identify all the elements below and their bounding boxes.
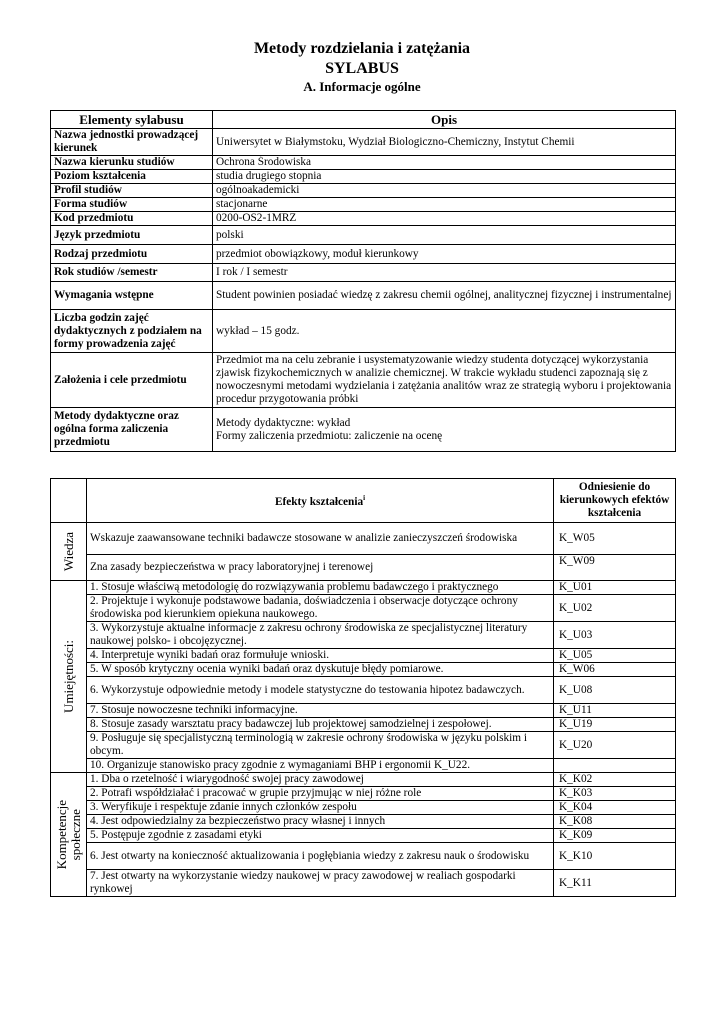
table-row [51,677,676,704]
footnote-marker: i [363,494,366,503]
effects-header-row [51,479,676,523]
info-value: wykład – 15 godz. [213,310,676,353]
effects-table [50,478,676,897]
info-row [51,310,676,353]
col-ref-header: Odniesienie do kierunkowych efektów kształcenia [554,479,676,523]
table-row [51,555,676,581]
info-row [51,129,676,156]
info-row [51,184,676,198]
table-row [51,718,676,732]
effect-code: K_K02 [554,773,676,787]
table-row [51,523,676,555]
info-label: Założenia i cele przedmiotu [51,353,213,408]
info-table [50,110,676,452]
effect-code [554,759,676,773]
info-label: Metody dydaktyczne oraz ogólna forma zaliczenia przedmiotu [51,408,213,452]
effect-code: K_U19 [554,718,676,732]
table-row [51,829,676,843]
effect-code: K_W05 [554,523,676,555]
info-label: Język przedmiotu [51,226,213,245]
category-label: Wiedza [60,531,76,572]
info-header-row [51,111,676,129]
info-value: I rok / I semestr [213,264,676,282]
info-value: przedmiot obowiązkowy, moduł kierunkowy [213,245,676,264]
effect-text: 3. Weryfikuje i respektuje zdanie innych członków zespołu [87,801,554,815]
info-value: 0200-OS2-1MRZ [213,212,676,226]
info-value [213,408,676,452]
effect-code: K_W06 [554,663,676,677]
info-label: Kod przedmiotu [51,212,213,226]
info-row [51,245,676,264]
effect-code: K_U08 [554,677,676,704]
table-row [51,773,676,787]
effect-code: K_K08 [554,815,676,829]
info-value: studia drugiego stopnia [213,170,676,184]
info-value: polski [213,226,676,245]
effect-text: 1. Dba o rzetelność i wiarygodność swojej pracy zawodowej [87,773,554,787]
info-label: Nazwa kierunku studiów [51,156,213,170]
category-label-line1: Kompetencje [53,799,69,870]
info-row [51,264,676,282]
effect-text: 10. Organizuje stanowisko pracy zgodnie z wymaganiami BHP i ergonomii K_U22. [87,759,554,773]
table-row [51,595,676,622]
effect-text: 5. Postępuje zgodnie z zasadami etyki [87,829,554,843]
effect-code: K_K03 [554,787,676,801]
table-row [51,801,676,815]
effect-code: K_K04 [554,801,676,815]
table-row [51,870,676,897]
info-label: Profil studiów [51,184,213,198]
info-label: Rok studiów /semestr [51,264,213,282]
col-desc-header: Opis [213,111,676,129]
col-effects-header [87,479,554,523]
table-row [51,663,676,677]
effect-code: K_K10 [554,843,676,870]
info-value: Student powinien posiadać wiedzę z zakresu chemii ogólnej, analitycznej fizycznej i instrumentalnej [213,282,676,310]
col-effects-label: Efekty kształcenia [274,495,364,508]
info-row [51,226,676,245]
table-row [51,622,676,649]
effect-code: K_U11 [554,704,676,718]
category-header [51,479,87,523]
effect-code: K_W09 [554,555,676,581]
info-value: ogólnoakademicki [213,184,676,198]
info-row [51,282,676,310]
effect-text: 9. Posługuje się specjalistyczną terminologią w zakresie ochrony środowiska w języku polskim i obcym. [87,732,554,759]
table-row [51,815,676,829]
info-label: Rodzaj przedmiotu [51,245,213,264]
info-value-line: Metody dydaktyczne: wykład [216,416,351,429]
info-row [51,408,676,452]
info-row [51,170,676,184]
effect-code: K_U02 [554,595,676,622]
effect-code: K_K11 [554,870,676,897]
table-row [51,581,676,595]
info-label: Wymagania wstępne [51,282,213,310]
category-umiejetnosci [51,581,87,773]
effect-text: 4. Interpretuje wyniki badań oraz formułuje wnioski. [87,649,554,663]
info-label: Liczba godzin zajęć dydaktycznych z podziałem na formy prowadzenia zajęć [51,310,213,353]
info-value: Uniwersytet w Białymstoku, Wydział Biologiczno-Chemiczny, Instytut Chemii [213,129,676,156]
effect-code: K_U05 [554,649,676,663]
section-heading: A. Informacje ogólne [303,79,421,94]
effect-text: 8. Stosuje zasady warsztatu pracy badawczej lub projektowej samodzielnej i zespołowej. [87,718,554,732]
category-wiedza [51,523,87,581]
category-label-line2: społeczne [67,808,83,861]
table-row [51,649,676,663]
effect-text: 7. Jest otwarty na wykorzystanie wiedzy naukowej w pracy zawodowej w realiach gospodarki rynkowej [87,870,554,897]
table-row [51,787,676,801]
category-label [55,800,83,869]
info-label: Forma studiów [51,198,213,212]
info-value-line: Formy zaliczenia przedmiotu: zaliczenie na ocenę [216,429,443,442]
effect-code: K_U20 [554,732,676,759]
effect-text: 4. Jest odpowiedzialny za bezpieczeństwo pracy własnej i innych [87,815,554,829]
info-value: stacjonarne [213,198,676,212]
effect-text: 5. W sposób krytyczny ocenia wyniki badań oraz dyskutuje błędy pomiarowe. [87,663,554,677]
table-row [51,759,676,773]
document-subtitle: SYLABUS [325,60,399,77]
category-label: Umiejętności: [60,640,76,713]
effect-code: K_K09 [554,829,676,843]
effect-text: 6. Jest otwarty na konieczność aktualizowania i pogłębiania wiedzy z zakresu nauk o środowisku [87,843,554,870]
effect-text: 3. Wykorzystuje aktualne informacje z zakresu ochrony środowiska ze specjalistycznej literatury naukowej polsko- i obcojęzycznej. [87,622,554,649]
effect-code: K_U01 [554,581,676,595]
info-row [51,353,676,408]
effect-text: Zna zasady bezpieczeństwa w pracy laboratoryjnej i terenowej [87,555,554,581]
effect-text: 1. Stosuje właściwą metodologię do rozwiązywania problemu badawczego i praktycznego [87,581,554,595]
effect-text: 7. Stosuje nowoczesne techniki informacyjne. [87,704,554,718]
table-row [51,732,676,759]
effect-code: K_U03 [554,622,676,649]
document-title: Metody rozdzielania i zatężania [253,40,471,57]
effect-text: 2. Potrafi współdziałać i pracować w grupie przyjmując w niej różne role [87,787,554,801]
effect-text: 2. Projektuje i wykonuje podstawowe badania, doświadczenia i obserwacje dotyczące ochrony środowiska pod kierunkiem opiekuna naukowego. [87,595,554,622]
info-label: Nazwa jednostki prowadzącej kierunek [51,129,213,156]
effect-text: Wskazuje zaawansowane techniki badawcze stosowane w analizie zanieczyszczeń środowiska [87,523,554,555]
info-row [51,198,676,212]
table-row [51,843,676,870]
info-value: Przedmiot ma na celu zebranie i usystematyzowanie wiedzy studenta dotyczącej wykorzystania zjawisk fizykochemicznych w analizie chemicznej. W trakcie wykładu studenci zapoznają się z nowoczesnymi metodami wydzielania i zatężania analitów wraz ze strategią wyboru i projektowania procedur przygotowania próbki [213,353,676,408]
info-value: Ochrona Środowiska [213,156,676,170]
info-row [51,156,676,170]
category-kompetencje [51,773,87,897]
effect-text: 6. Wykorzystuje odpowiednie metody i modele statystyczne do testowania hipotez badawczych. [87,677,554,704]
info-row [51,212,676,226]
col-elements-header: Elementy sylabusu [51,111,213,129]
table-row [51,704,676,718]
info-label: Poziom kształcenia [51,170,213,184]
